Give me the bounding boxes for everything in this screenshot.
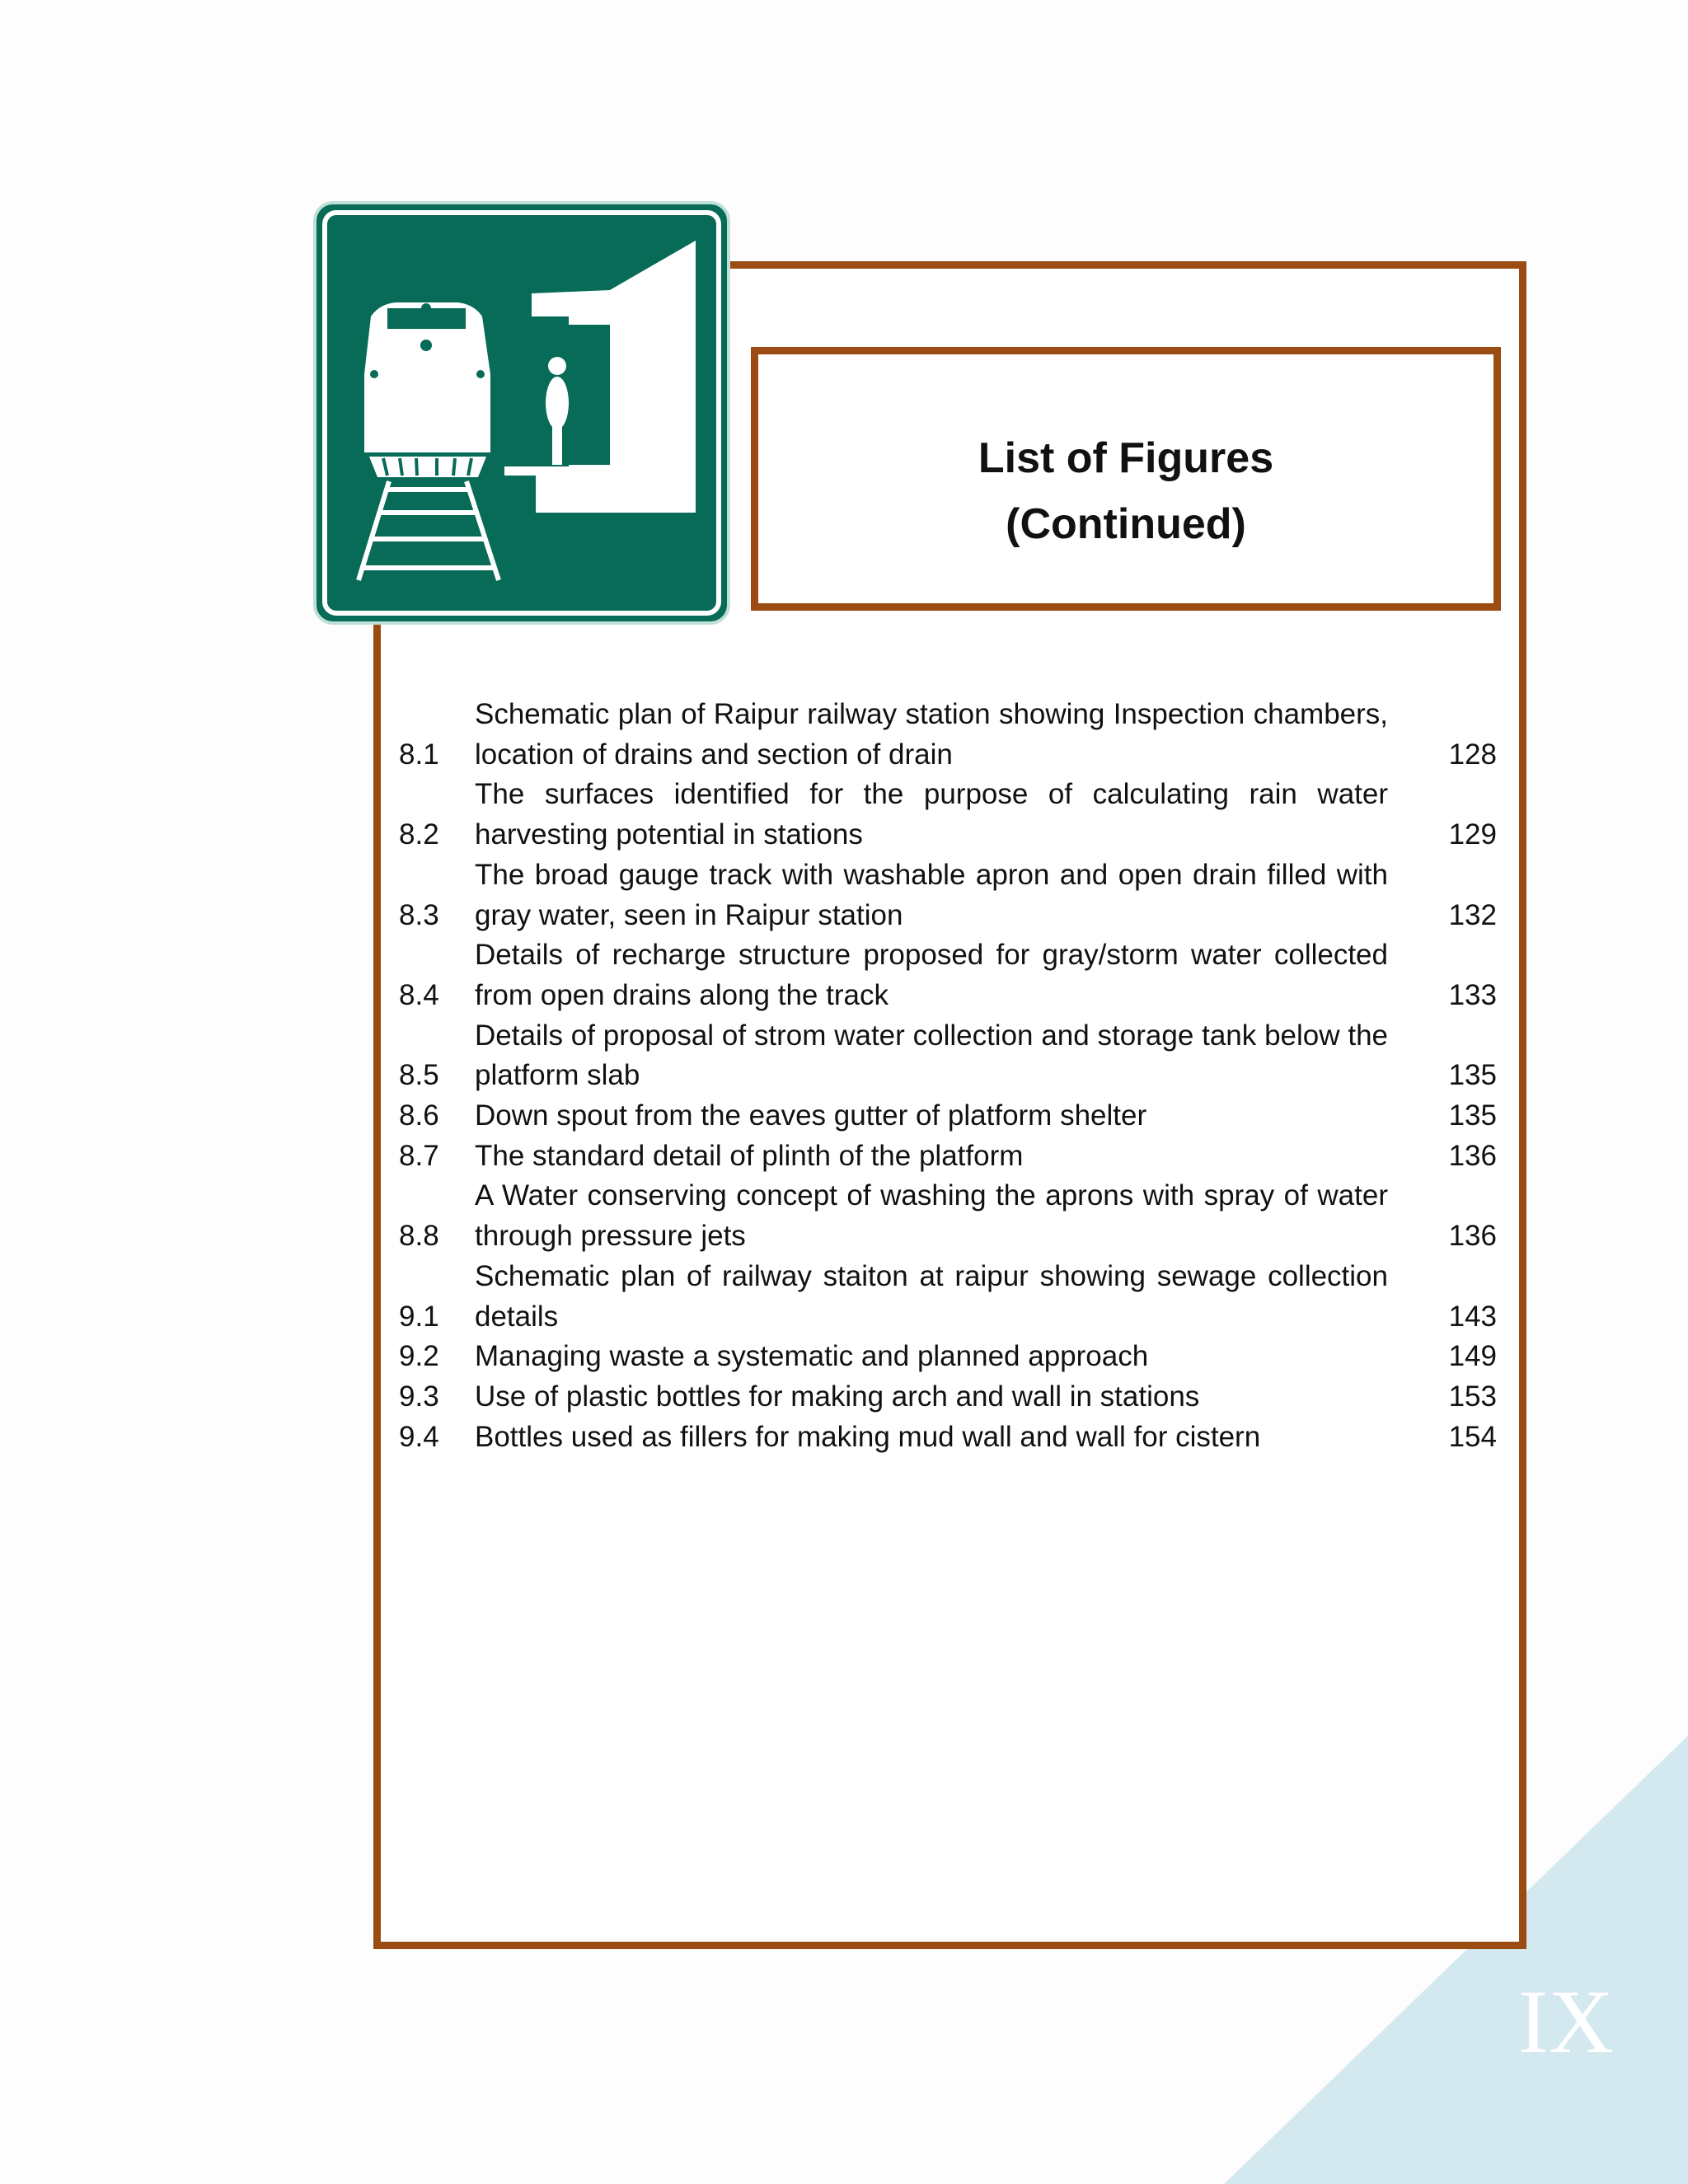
title-box [751, 347, 1501, 611]
figure-number: 8.7 [399, 1139, 439, 1172]
figure-description: Bottles used as fillers for making mud wall and wall for cistern [475, 1420, 1261, 1453]
figure-number: 8.2 [399, 818, 439, 851]
figure-number: 8.6 [399, 1099, 439, 1132]
figure-page-number: 132 [1448, 898, 1497, 931]
figure-page-number: 135 [1448, 1099, 1497, 1132]
list-item [399, 1096, 1497, 1137]
figure-number: 8.3 [399, 898, 439, 931]
figure-description: Down spout from the eaves gutter of platform shelter [475, 1099, 1147, 1132]
figure-description: Details of proposal of strom water collection and storage tank below the platform slab [475, 1019, 1388, 1092]
list-item [399, 1377, 1497, 1418]
figure-number: 8.1 [399, 738, 439, 771]
figure-description: The broad gauge track with washable apron and open drain filled with gray water, seen in Raipur station [475, 858, 1388, 931]
figure-page-number: 129 [1448, 818, 1497, 851]
figure-number: 9.3 [399, 1380, 439, 1413]
figure-number: 8.5 [399, 1059, 439, 1092]
list-item [399, 1137, 1497, 1177]
figure-page-number: 149 [1448, 1340, 1497, 1373]
figure-description: The surfaces identified for the purpose of calculating rain water harvesting potential in stations [475, 778, 1388, 851]
figure-list [399, 695, 1497, 1457]
figure-page-number: 143 [1448, 1300, 1497, 1333]
figure-number: 8.4 [399, 978, 439, 1011]
figure-page-number: 153 [1448, 1380, 1497, 1413]
list-item [399, 1016, 1497, 1096]
figure-number: 9.2 [399, 1340, 439, 1373]
page-number: IX [1517, 1971, 1615, 2072]
list-item [399, 775, 1497, 855]
figure-number: 8.8 [399, 1220, 439, 1253]
page-title: List of Figures [978, 434, 1274, 482]
figure-page-number: 136 [1448, 1139, 1497, 1172]
train-station-icon [313, 201, 730, 625]
figure-description: The standard detail of plinth of the platform [475, 1139, 1024, 1172]
figure-description: A Water conserving concept of washing the aprons with spray of water through pressure jets [475, 1179, 1388, 1253]
figure-page-number: 154 [1448, 1420, 1497, 1453]
list-item [399, 1337, 1497, 1377]
figure-number: 9.1 [399, 1300, 439, 1333]
list-item [399, 695, 1497, 775]
figure-description: Use of plastic bottles for making arch and wall in stations [475, 1380, 1200, 1413]
figure-page-number: 128 [1448, 738, 1497, 771]
figure-description: Schematic plan of railway staiton at raipur showing sewage collection details [475, 1259, 1388, 1333]
figure-description: Managing waste a systematic and planned approach [475, 1340, 1149, 1373]
figure-page-number: 136 [1448, 1220, 1497, 1253]
list-item [399, 935, 1497, 1015]
figure-description: Details of recharge structure proposed for gray/storm water collected from open drains along the track [475, 939, 1388, 1011]
list-item [399, 1176, 1497, 1256]
figure-page-number: 135 [1448, 1059, 1497, 1092]
figure-page-number: 133 [1448, 978, 1497, 1011]
list-item [399, 855, 1497, 935]
page-subtitle: (Continued) [1006, 500, 1246, 548]
figure-number: 9.4 [399, 1420, 439, 1453]
list-item [399, 1257, 1497, 1337]
figure-description: Schematic plan of Raipur railway station showing Inspection chambers, location of drains and section of drain [475, 698, 1388, 771]
list-item [399, 1418, 1497, 1458]
